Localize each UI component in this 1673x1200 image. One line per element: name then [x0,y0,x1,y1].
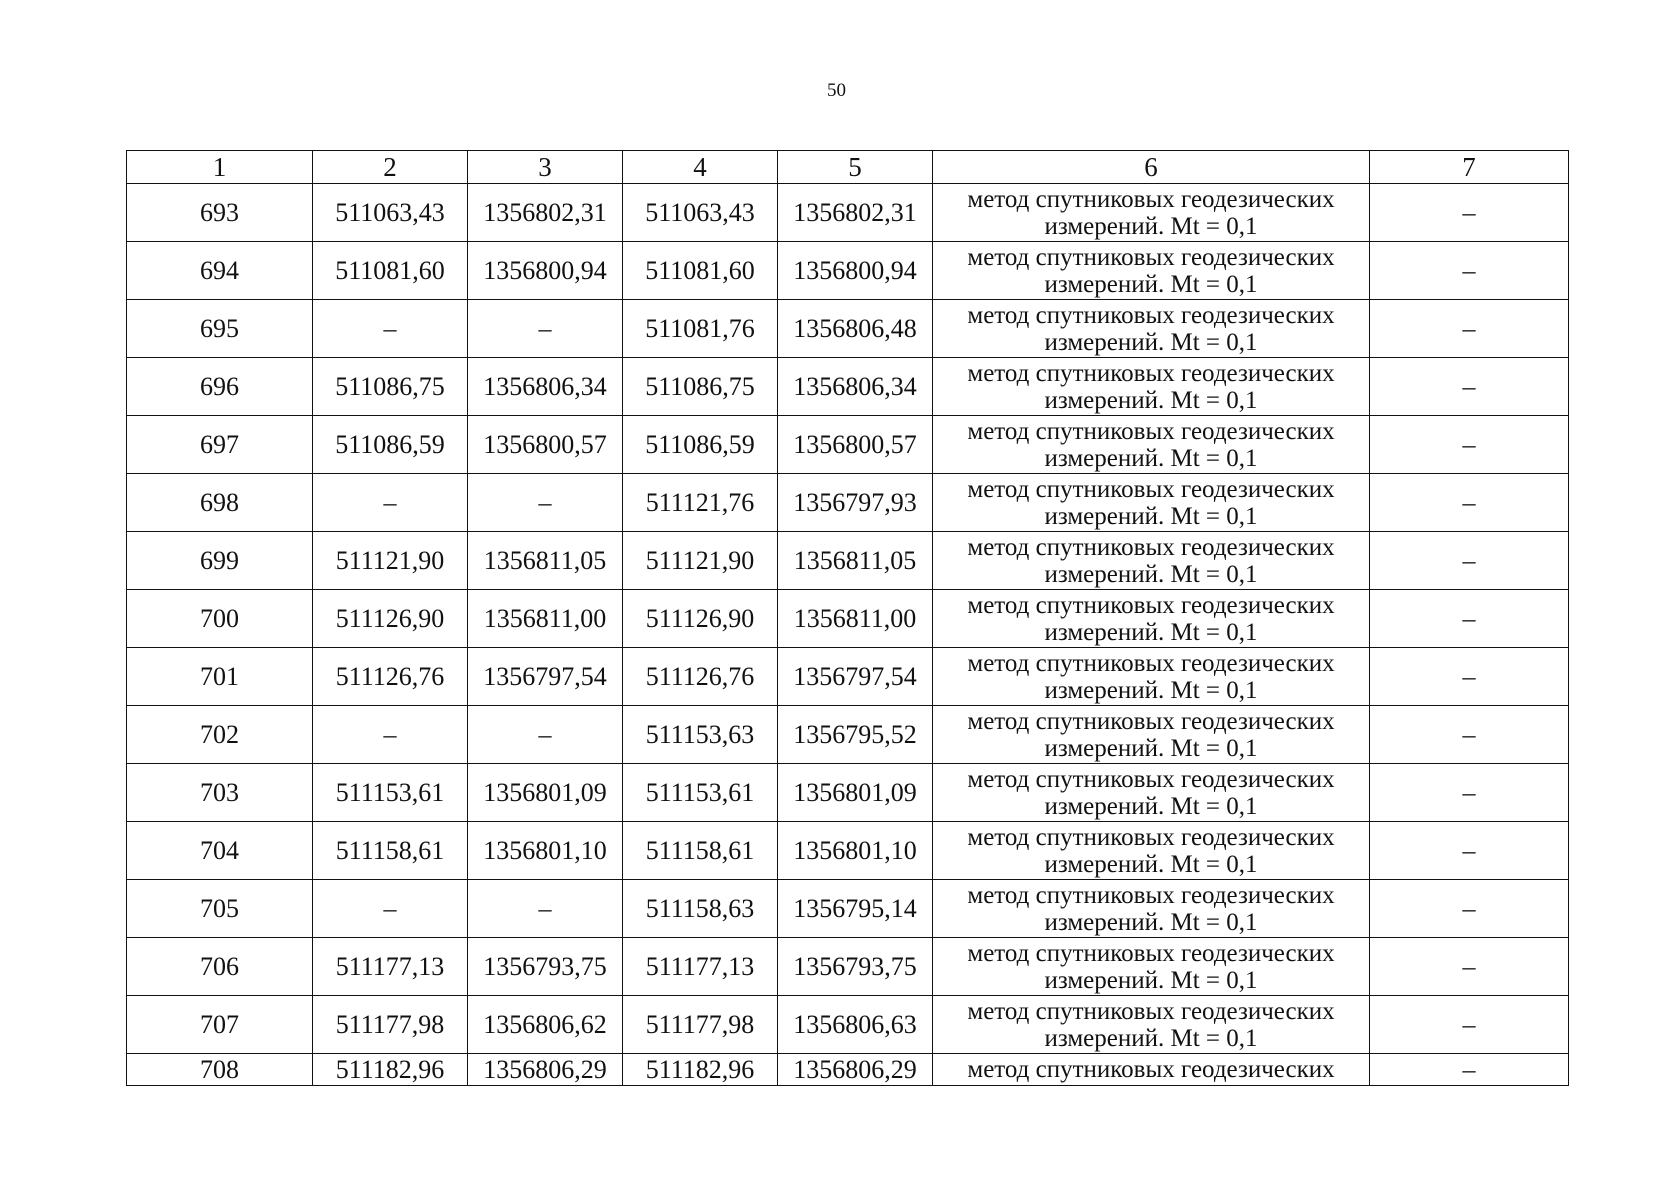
existing-x: 511126,90 [313,590,468,648]
method-line-1: метод спутниковых геодезических [967,185,1335,213]
description-cell: – [1370,242,1569,300]
point-number: 693 [127,184,313,242]
method-line-1: метод спутниковых геодезических [967,591,1335,619]
method-line-2: измерений. Mt = 0,1 [1044,792,1258,820]
existing-x: 511177,98 [313,996,468,1054]
existing-x: 511153,61 [313,764,468,822]
method-line-2: измерений. Mt = 0,1 [1044,618,1258,646]
method-line-1: метод спутниковых геодезических [967,475,1335,503]
existing-x: – [313,880,468,938]
refined-x: 511081,60 [623,242,778,300]
coordinates-table [126,150,1569,1086]
refined-y: 1356797,93 [778,474,933,532]
point-number: 701 [127,648,313,706]
refined-y: 1356806,48 [778,300,933,358]
method-cell [933,764,1370,822]
existing-y: 1356806,29 [468,1054,623,1086]
existing-y: – [468,706,623,764]
refined-x: 511177,13 [623,938,778,996]
description-cell: – [1370,532,1569,590]
existing-y: 1356800,94 [468,242,623,300]
method-line-2: измерений. Mt = 0,1 [1044,966,1258,994]
method-line-1: метод спутниковых геодезических [967,707,1335,735]
existing-y: – [468,880,623,938]
existing-y: 1356806,34 [468,358,623,416]
method-line-2: измерений. Mt = 0,1 [1044,676,1258,704]
method-cell [933,1054,1370,1086]
method-line-2: измерений. Mt = 0,1 [1044,560,1258,588]
table-header [127,151,1569,184]
table-row [127,358,1569,416]
method-cell [933,880,1370,938]
refined-y: 1356797,54 [778,648,933,706]
refined-x: 511126,76 [623,648,778,706]
point-number: 707 [127,996,313,1054]
description-cell: – [1370,764,1569,822]
table-row [127,880,1569,938]
method-line-1: метод спутниковых геодезических [967,301,1335,329]
method-cell [933,358,1370,416]
method-line-2: измерений. Mt = 0,1 [1044,908,1258,936]
method-line-1: метод спутниковых геодезических [967,359,1335,387]
point-number: 695 [127,300,313,358]
description-cell: – [1370,880,1569,938]
point-number: 703 [127,764,313,822]
refined-x: 511126,90 [623,590,778,648]
existing-y: – [468,474,623,532]
existing-y: 1356793,75 [468,938,623,996]
method-line-1: метод спутниковых геодезических [967,765,1335,793]
existing-y: 1356811,05 [468,532,623,590]
refined-x: 511158,61 [623,822,778,880]
method-line-2: измерений. Mt = 0,1 [1044,850,1258,878]
header-col-2: 2 [313,151,468,184]
table-row [127,938,1569,996]
header-col-1: 1 [127,151,313,184]
table-row [127,822,1569,880]
table-row [127,764,1569,822]
method-cell [933,822,1370,880]
table-body [127,184,1569,1086]
refined-y: 1356806,29 [778,1054,933,1086]
refined-x: 511086,59 [623,416,778,474]
method-cell [933,532,1370,590]
existing-x: – [313,474,468,532]
refined-y: 1356806,34 [778,358,933,416]
existing-y: 1356802,31 [468,184,623,242]
refined-x: 511063,43 [623,184,778,242]
description-cell: – [1370,416,1569,474]
existing-y: 1356801,09 [468,764,623,822]
point-number: 705 [127,880,313,938]
description-cell: – [1370,590,1569,648]
existing-y: 1356811,00 [468,590,623,648]
method-line-1: метод спутниковых геодезических [967,649,1335,677]
header-col-6: 6 [933,151,1370,184]
point-number: 697 [127,416,313,474]
description-cell: – [1370,1054,1569,1086]
point-number: 699 [127,532,313,590]
description-cell: – [1370,474,1569,532]
table-row [127,590,1569,648]
method-line-1: метод спутниковых геодезических [967,939,1335,967]
method-cell [933,184,1370,242]
method-line-1: метод спутниковых геодезических [967,243,1335,271]
method-cell [933,300,1370,358]
refined-y: 1356806,63 [778,996,933,1054]
existing-y: 1356797,54 [468,648,623,706]
method-cell [933,938,1370,996]
header-col-7: 7 [1370,151,1569,184]
existing-x: 511126,76 [313,648,468,706]
point-number: 694 [127,242,313,300]
refined-x: 511182,96 [623,1054,778,1086]
existing-x: 511177,13 [313,938,468,996]
refined-y: 1356795,14 [778,880,933,938]
existing-y: 1356800,57 [468,416,623,474]
description-cell: – [1370,300,1569,358]
refined-x: 511153,63 [623,706,778,764]
method-line-1: метод спутниковых геодезических [967,417,1335,445]
method-cell [933,706,1370,764]
method-line-2: измерений. Mt = 0,1 [1044,270,1258,298]
refined-y: 1356811,05 [778,532,933,590]
table-row [127,300,1569,358]
method-line-2: измерений. Mt = 0,1 [1044,734,1258,762]
header-col-3: 3 [468,151,623,184]
existing-x: 511086,75 [313,358,468,416]
method-cell [933,474,1370,532]
refined-x: 511158,63 [623,880,778,938]
existing-y: 1356806,62 [468,996,623,1054]
existing-y: – [468,300,623,358]
point-number: 704 [127,822,313,880]
existing-x: 511158,61 [313,822,468,880]
method-line-1: метод спутниковых геодезических [967,823,1335,851]
method-line-1: метод спутниковых геодезических [967,997,1335,1025]
description-cell: – [1370,996,1569,1054]
refined-y: 1356800,94 [778,242,933,300]
description-cell: – [1370,648,1569,706]
refined-x: 511121,76 [623,474,778,532]
existing-x: – [313,706,468,764]
table-row [127,242,1569,300]
method-cell [933,996,1370,1054]
point-number: 702 [127,706,313,764]
existing-x: 511182,96 [313,1054,468,1086]
refined-x: 511153,61 [623,764,778,822]
table-row [127,474,1569,532]
refined-y: 1356811,00 [778,590,933,648]
method-cell [933,590,1370,648]
table-row-last [127,1054,1569,1086]
description-cell: – [1370,706,1569,764]
point-number: 700 [127,590,313,648]
refined-y: 1356793,75 [778,938,933,996]
header-row [127,151,1569,184]
method-cell [933,416,1370,474]
refined-y: 1356801,09 [778,764,933,822]
existing-x: – [313,300,468,358]
method-line-2: измерений. Mt = 0,1 [1044,444,1258,472]
method-line-2: измерений. Mt = 0,1 [1044,1024,1258,1052]
description-cell: – [1370,184,1569,242]
refined-y: 1356802,31 [778,184,933,242]
point-number: 698 [127,474,313,532]
description-cell: – [1370,822,1569,880]
refined-y: 1356795,52 [778,706,933,764]
existing-x: 511063,43 [313,184,468,242]
method-line-2: измерений. Mt = 0,1 [1044,212,1258,240]
description-cell: – [1370,938,1569,996]
method-line-1: метод спутниковых геодезических [967,533,1335,561]
refined-x: 511086,75 [623,358,778,416]
header-col-5: 5 [778,151,933,184]
table-row [127,416,1569,474]
point-number: 708 [127,1054,313,1086]
table-row [127,184,1569,242]
method-line-2: измерений. Mt = 0,1 [1044,328,1258,356]
method-cell [933,242,1370,300]
method-line-2: измерений. Mt = 0,1 [1044,386,1258,414]
method-line-2: измерений. Mt = 0,1 [1044,502,1258,530]
method-line-1: метод спутниковых геодезических [967,1056,1335,1083]
table-row [127,648,1569,706]
existing-x: 511081,60 [313,242,468,300]
point-number: 696 [127,358,313,416]
existing-x: 511086,59 [313,416,468,474]
refined-y: 1356800,57 [778,416,933,474]
method-line-1: метод спутниковых геодезических [967,881,1335,909]
description-cell: – [1370,358,1569,416]
refined-x: 511081,76 [623,300,778,358]
table-row [127,532,1569,590]
refined-y: 1356801,10 [778,822,933,880]
table-row [127,706,1569,764]
point-number: 706 [127,938,313,996]
table-row [127,996,1569,1054]
refined-x: 511121,90 [623,532,778,590]
existing-x: 511121,90 [313,532,468,590]
refined-x: 511177,98 [623,996,778,1054]
existing-y: 1356801,10 [468,822,623,880]
header-col-4: 4 [623,151,778,184]
method-cell [933,648,1370,706]
page-number: 50 [827,80,846,101]
